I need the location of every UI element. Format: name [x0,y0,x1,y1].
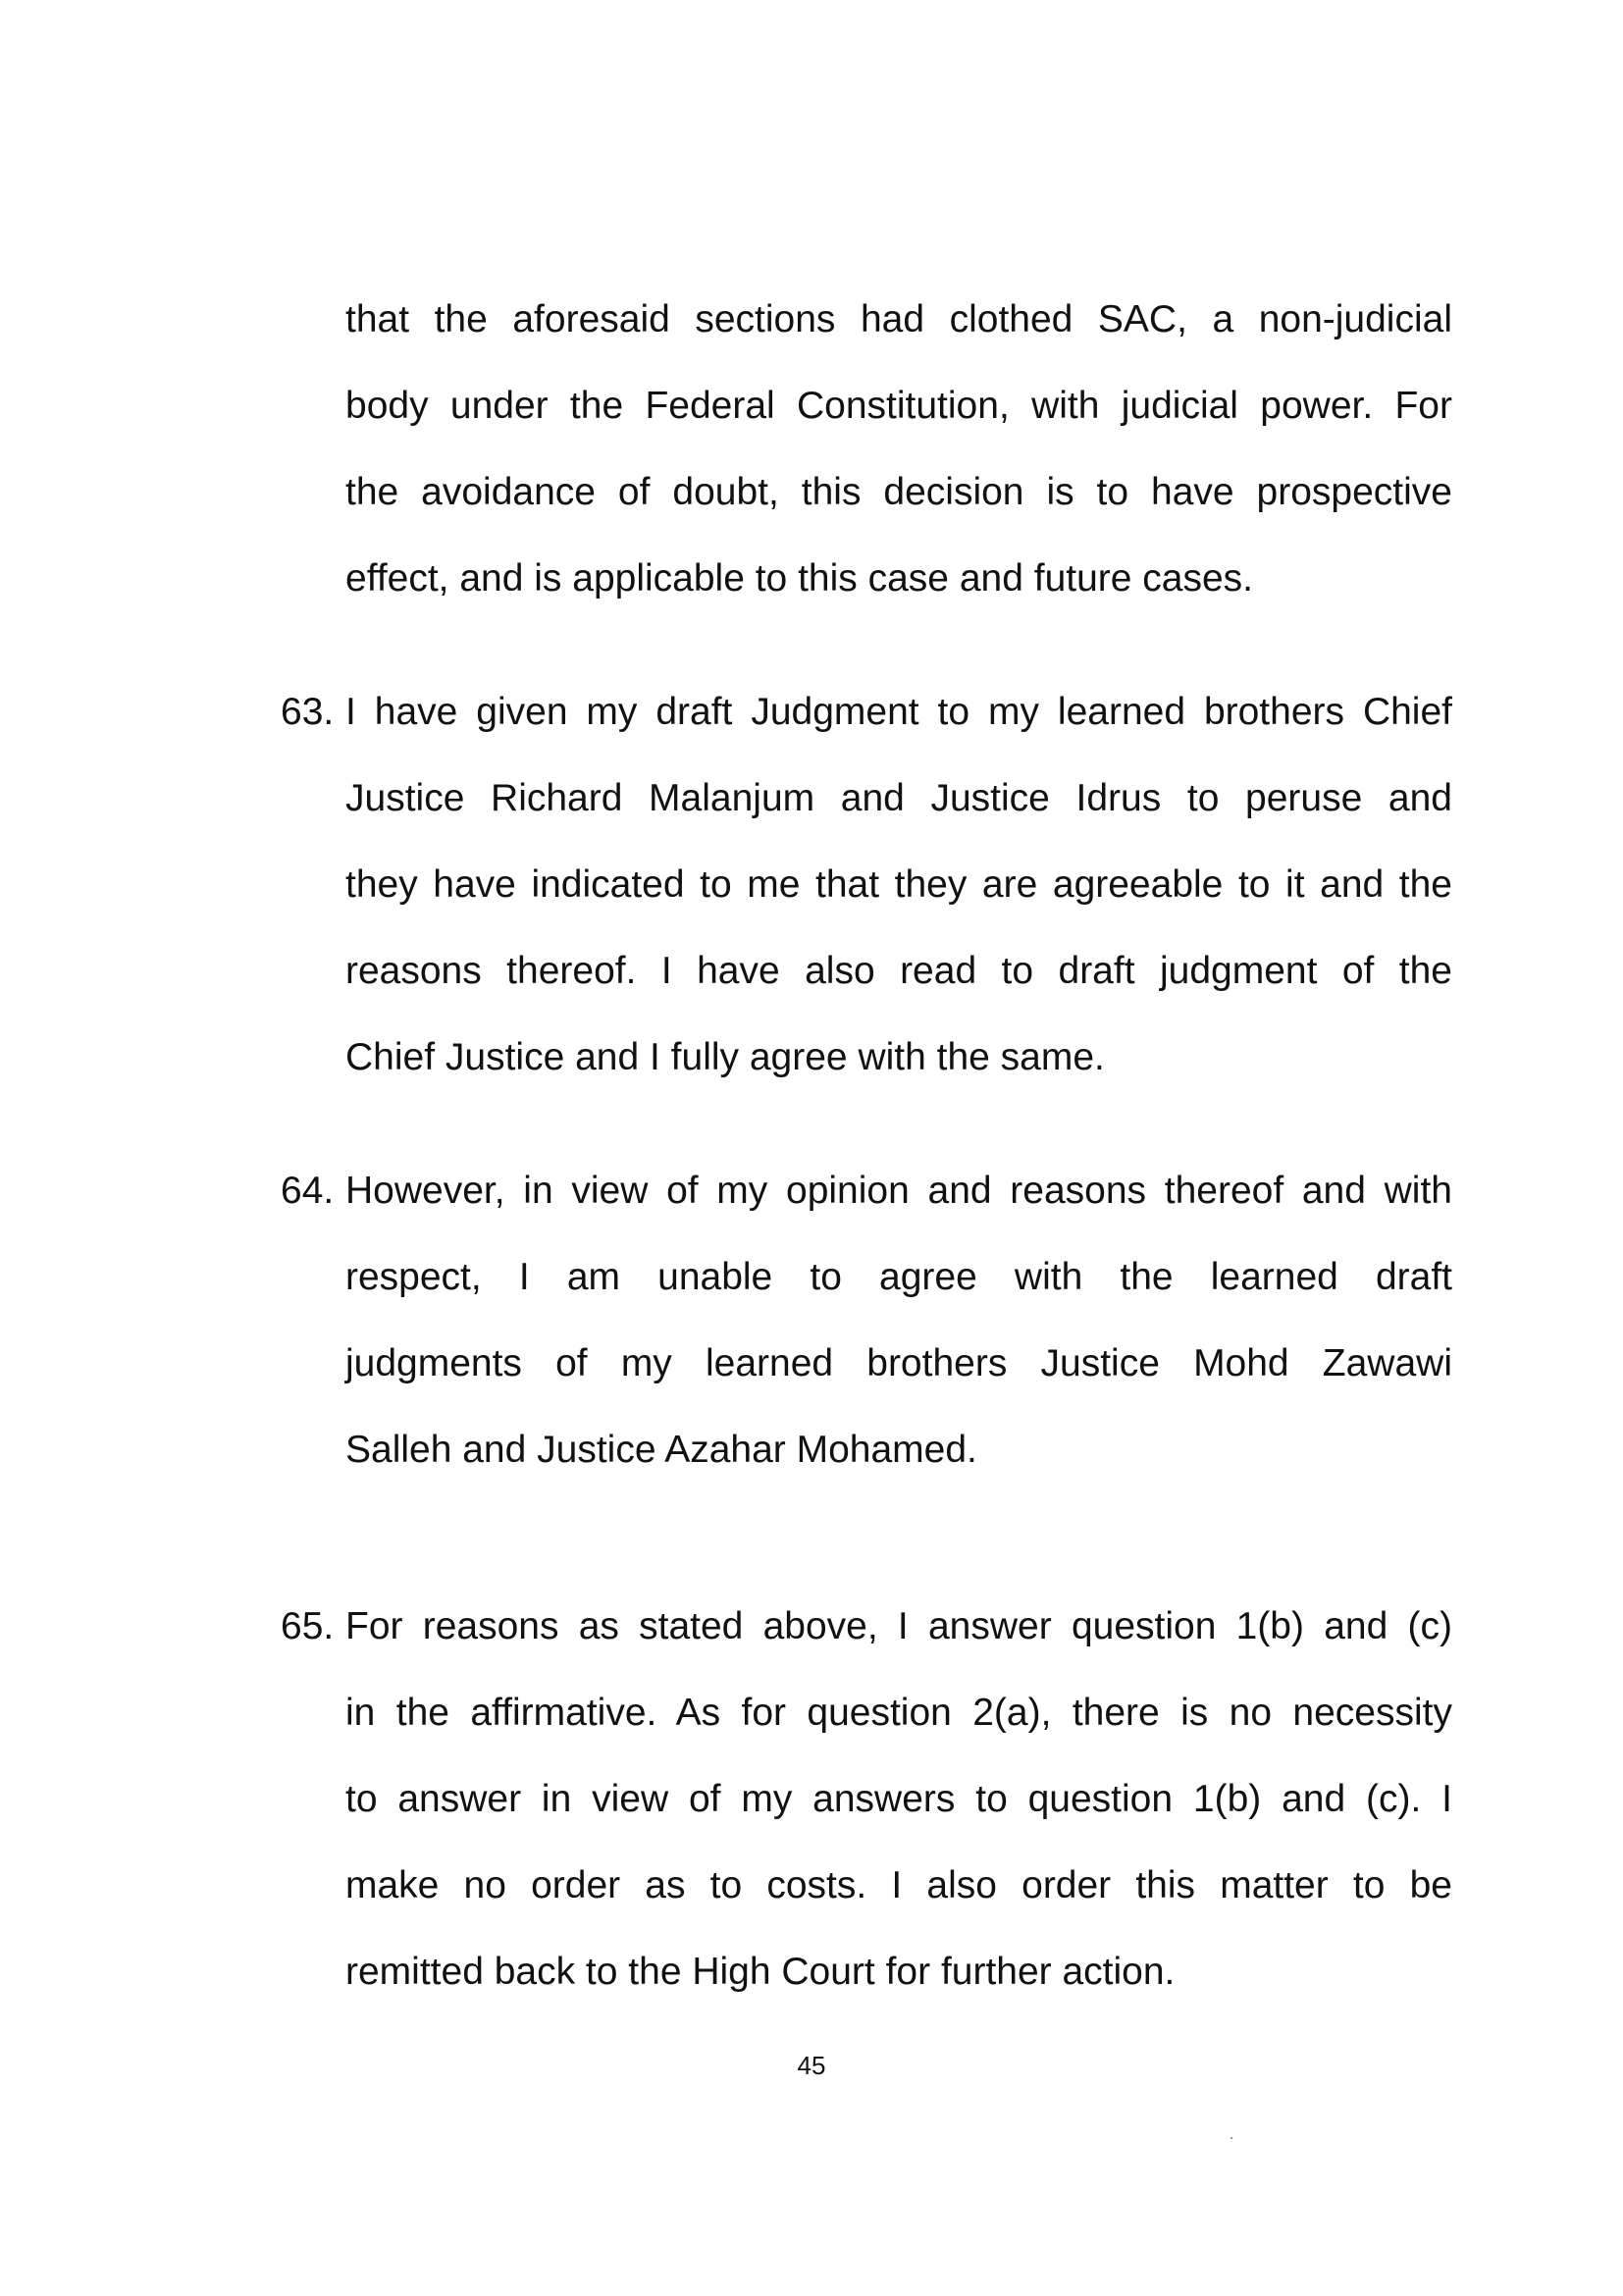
text-line: remitted back to the High Court for further action. [345,1951,1176,1993]
text-line: Salleh and Justice Azahar Mohamed. [345,1429,977,1471]
paragraph-64 [345,1148,1452,1493]
paragraph-63 [345,669,1452,1101]
paragraph-continuation [345,277,1452,622]
text-line: effect, and is applicable to this case and future cases. [345,557,1254,600]
text-line: Justice Richard Malanjum and Justice Idrus to peruse and [345,777,1452,819]
text-line: to answer in view of my answers to question 1(b) and (c). I [345,1778,1452,1820]
text-line: make no order as to costs. I also order this matter to be [345,1864,1452,1906]
text-line: they have indicated to me that they are agreeable to it and the [345,863,1452,906]
text-line: judgments of my learned brothers Justice Mohd Zawawi [345,1342,1452,1384]
text-line: in the affirmative. As for question 2(a), there is no necessity [345,1692,1452,1734]
paragraph-number-65: 65. [281,1605,335,1647]
text-line: reasons thereof. I have also read to draft judgment of the [345,950,1452,992]
scan-speck [1230,2137,1232,2139]
text-line: Chief Justice and I fully agree with the same. [345,1036,1105,1078]
text-line: I have given my draft Judgment to my learned brothers Chief [345,691,1452,733]
text-line: For reasons as stated above, I answer question 1(b) and (c) [345,1605,1452,1647]
text-line: However, in view of my opinion and reasons thereof and with [345,1170,1452,1212]
text-line: the avoidance of doubt, this decision is to have prospective [345,471,1452,513]
paragraph-65 [345,1584,1452,2015]
page-number: 45 [797,2051,826,2080]
text-line: respect, I am unable to agree with the learned draft [345,1256,1452,1298]
paragraph-number-63: 63. [281,691,335,733]
text-line: body under the Federal Constitution, with judicial power. For [345,385,1452,427]
paragraph-number-64: 64. [281,1170,335,1212]
text-line: that the aforesaid sections had clothed SAC, a non-judicial [345,298,1452,340]
